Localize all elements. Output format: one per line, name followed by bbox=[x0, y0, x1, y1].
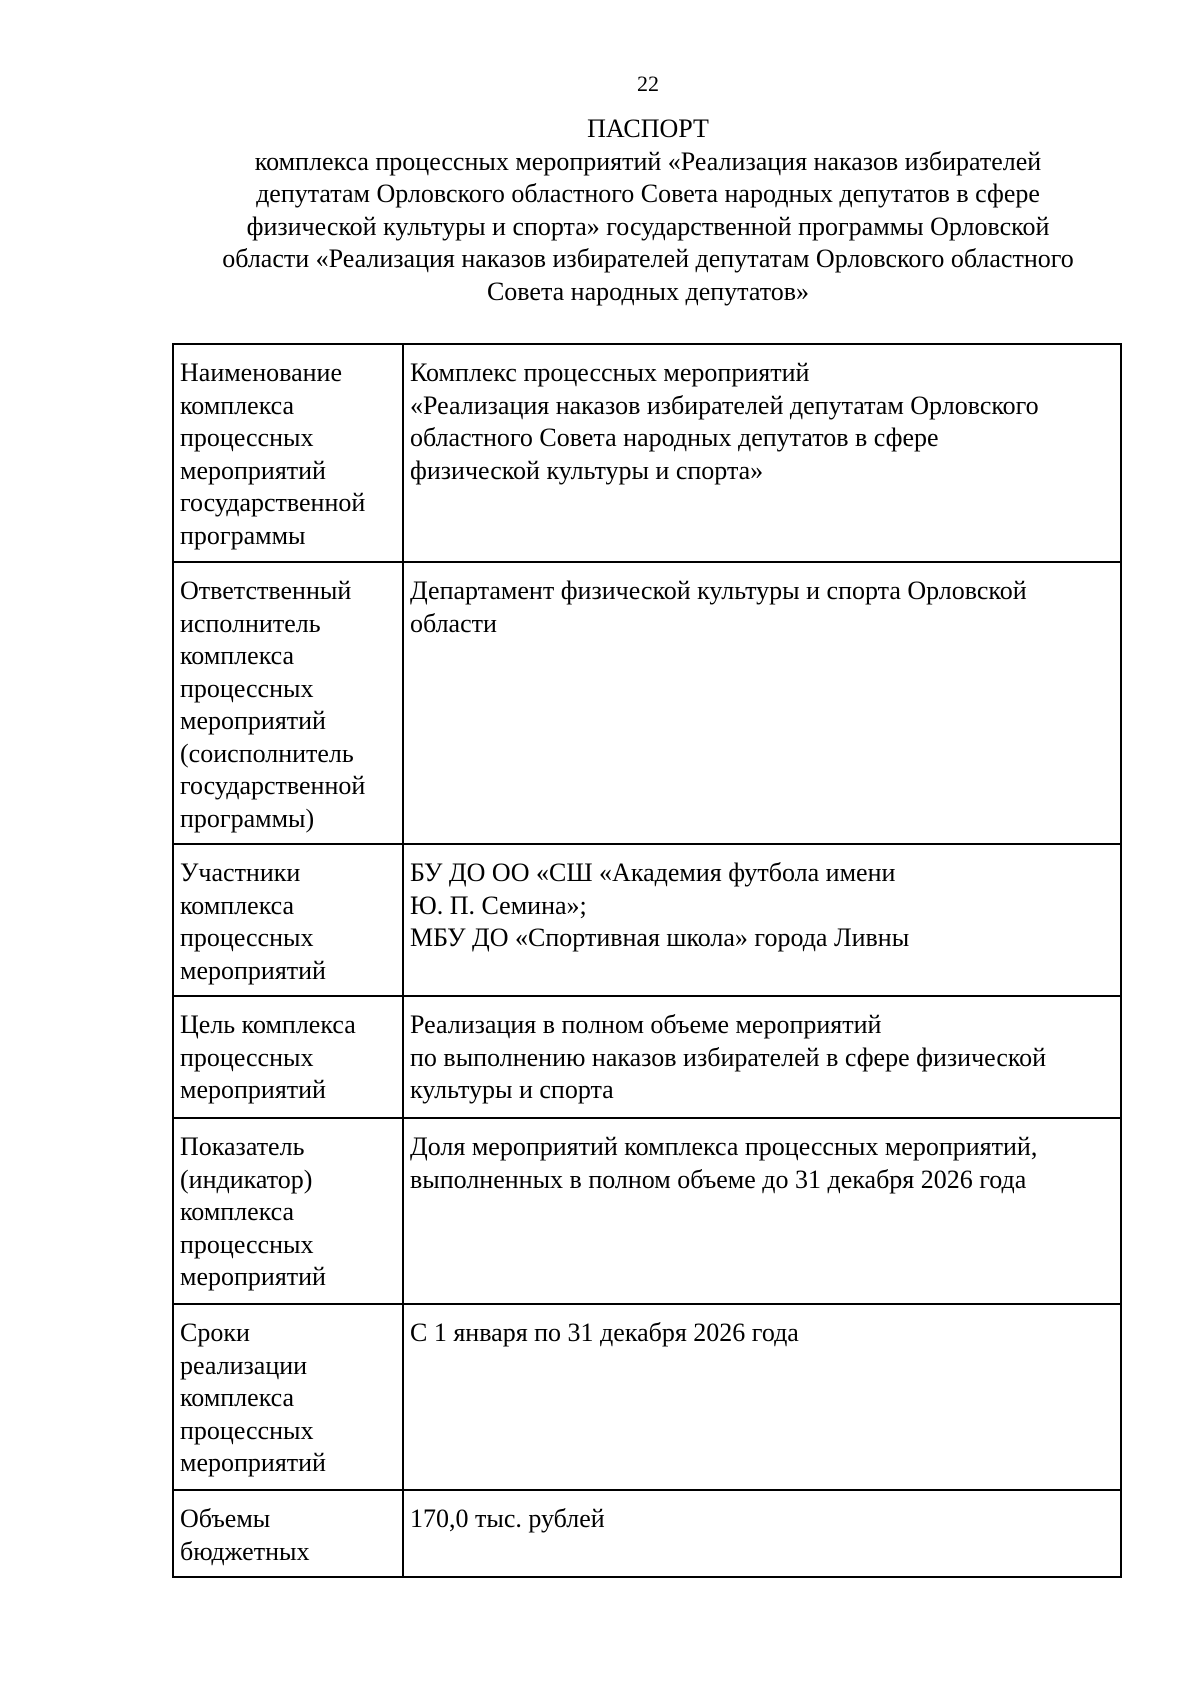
row-value-cell bbox=[403, 844, 1121, 996]
value-line: МБУ ДО «Спортивная школа» города Ливны bbox=[410, 923, 910, 952]
row-label-cell bbox=[173, 562, 403, 844]
value-line: культуры и спорта bbox=[410, 1075, 614, 1104]
label-line: мероприятий bbox=[180, 1075, 326, 1104]
row-label-cell bbox=[173, 1304, 403, 1490]
label-line: мероприятий bbox=[180, 1262, 326, 1291]
label-line: Объемы bbox=[180, 1504, 271, 1533]
value-line: областного Совета народных депутатов в сфере bbox=[410, 423, 939, 452]
value-line: Реализация в полном объеме мероприятий bbox=[410, 1010, 882, 1039]
label-line: исполнитель bbox=[180, 608, 321, 638]
table-row-participants bbox=[173, 844, 1121, 996]
title-line: физической культуры и спорта» государственной программы Орловской bbox=[246, 211, 1050, 241]
row-value-cell bbox=[403, 562, 1121, 844]
row-label-cell bbox=[173, 1118, 403, 1304]
value-line: по выполнению наказов избирателей в сфере физической bbox=[410, 1042, 1047, 1072]
label-line: государственной bbox=[180, 488, 366, 517]
label-line: процессных bbox=[180, 673, 314, 703]
label-line: процессных bbox=[180, 923, 314, 952]
label-line: мероприятий bbox=[180, 955, 326, 985]
label-line: Цель комплекса bbox=[180, 1010, 356, 1039]
label-line: мероприятий bbox=[180, 455, 326, 485]
label-line: комплекса bbox=[180, 641, 295, 670]
label-line: Сроки bbox=[180, 1318, 250, 1347]
value-line: Ю. П. Семина»; bbox=[410, 890, 587, 920]
table-row-timeline bbox=[173, 1304, 1121, 1490]
label-line: мероприятий bbox=[180, 706, 326, 735]
label-line: Ответственный bbox=[180, 576, 352, 605]
value-line: области bbox=[410, 608, 497, 638]
table-row-goal bbox=[173, 996, 1121, 1118]
label-line: программы) bbox=[180, 803, 315, 833]
value-line: выполненных в полном объеме до 31 декабря 2026 года bbox=[410, 1164, 1027, 1194]
label-line: комплекса bbox=[180, 890, 295, 920]
title-line: комплекса процессных мероприятий «Реализация наказов избирателей bbox=[254, 146, 1042, 176]
value-line: 170,0 тыс. рублей bbox=[410, 1504, 605, 1533]
row-label-cell bbox=[173, 1490, 403, 1577]
value-line: Департамент физической культуры и спорта Орловской bbox=[410, 576, 1027, 605]
row-value-cell bbox=[403, 1490, 1121, 1577]
title-line: Совета народных депутатов» bbox=[486, 276, 810, 306]
page-number: 22 bbox=[637, 71, 659, 96]
label-line: комплекса bbox=[180, 1197, 295, 1226]
title-line: области «Реализация наказов избирателей депутатам Орловского областного bbox=[222, 244, 1074, 273]
table-row-responsible bbox=[173, 562, 1121, 844]
label-line: бюджетных bbox=[180, 1536, 310, 1566]
row-value-cell bbox=[403, 344, 1121, 562]
passport-table bbox=[172, 343, 1122, 1578]
value-line: С 1 января по 31 декабря 2026 года bbox=[410, 1318, 799, 1347]
value-line: «Реализация наказов избирателей депутатам Орловского bbox=[410, 390, 1039, 420]
value-line: Доля мероприятий комплекса процессных мероприятий, bbox=[410, 1132, 1038, 1161]
label-line: реализации bbox=[180, 1350, 308, 1380]
table-row-program-name bbox=[173, 344, 1121, 562]
document-title bbox=[160, 113, 1136, 308]
label-line: Участники bbox=[180, 858, 301, 887]
title-heading: ПАСПОРТ bbox=[587, 114, 709, 143]
row-label-cell bbox=[173, 844, 403, 996]
label-line: программы bbox=[180, 520, 306, 550]
label-line: (соисполнитель bbox=[180, 738, 354, 768]
label-line: государственной bbox=[180, 771, 366, 800]
row-label-cell bbox=[173, 344, 403, 562]
label-line: мероприятий bbox=[180, 1448, 326, 1477]
label-line: комплекса bbox=[180, 1383, 295, 1412]
label-line: комплекса bbox=[180, 390, 295, 420]
label-line: процессных bbox=[180, 423, 314, 452]
label-line: Наименование bbox=[180, 358, 342, 387]
row-label-cell bbox=[173, 996, 403, 1118]
label-line: процессных bbox=[180, 1415, 314, 1445]
title-line: депутатам Орловского областного Совета народных депутатов в сфере bbox=[256, 179, 1040, 208]
label-line: (индикатор) bbox=[180, 1164, 313, 1194]
value-line: физической культуры и спорта» bbox=[410, 455, 764, 485]
row-value-cell bbox=[403, 1118, 1121, 1304]
row-value-cell bbox=[403, 1304, 1121, 1490]
label-line: Показатель bbox=[180, 1132, 305, 1161]
table-row-indicator bbox=[173, 1118, 1121, 1304]
value-line: БУ ДО ОО «СШ «Академия футбола имени bbox=[410, 858, 896, 887]
table-row-budget bbox=[173, 1490, 1121, 1577]
label-line: процессных bbox=[180, 1042, 314, 1072]
value-line: Комплекс процессных мероприятий bbox=[410, 358, 810, 387]
row-value-cell bbox=[403, 996, 1121, 1118]
label-line: процессных bbox=[180, 1229, 314, 1259]
